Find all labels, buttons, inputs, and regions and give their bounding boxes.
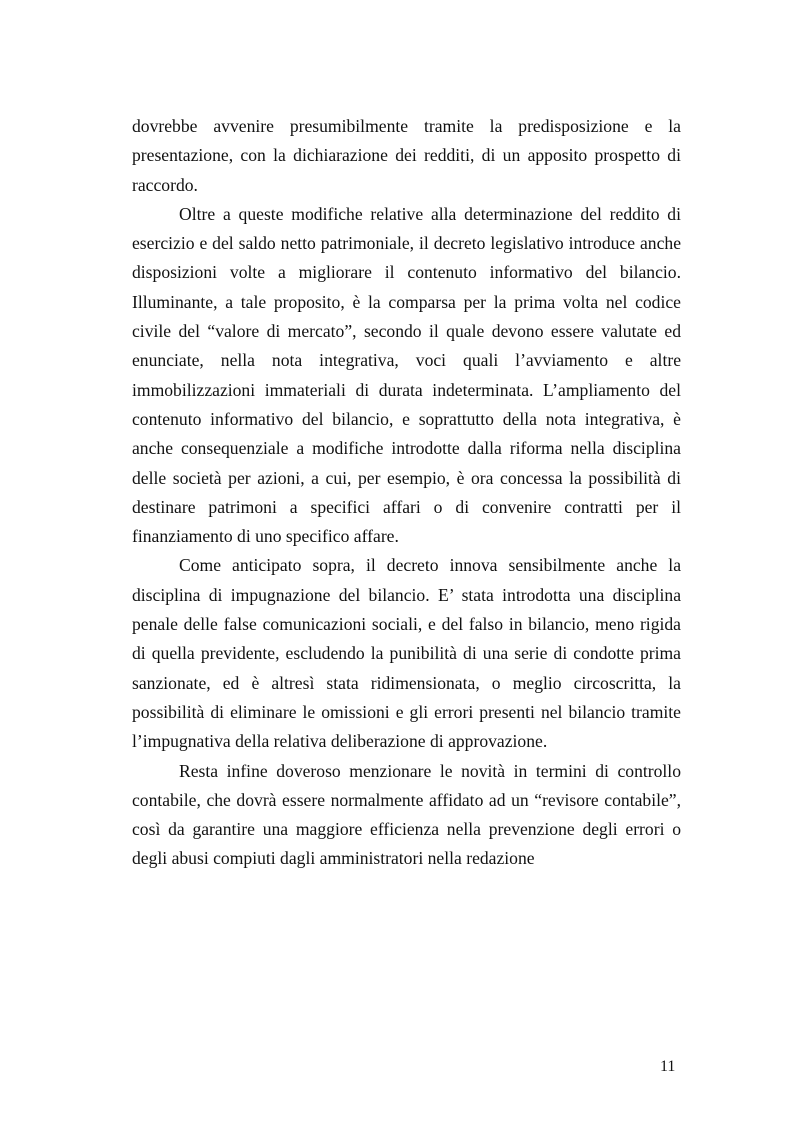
paragraph-modifications: Oltre a queste modifiche relative alla determinazione del reddito di esercizio e del saldo netto patrimoniale, il decreto legislativo introduce anche disposizioni volte a migliorare il contenuto informativo del bilancio. Illuminante, a tale proposito, è la comparsa per la prima volta nel codice civile del “valore di mercato”, secondo il quale devono essere valutate ed enunciate, nella nota integrativa, voci quali l’avviamento e altre immobilizzazioni immateriali di durata indeterminata. L’ampliamento del contenuto informativo del bilancio, e soprattutto della nota integrativa, è anche consequenziale a modifiche introdotte dalla riforma nella disciplina delle società per azioni, a cui, per esempio, è ora concessa la possibilità di destinare patrimoni a specifici affari o di convenire contratti per il finanziamento di uno specifico affare. — [132, 203, 681, 547]
body-text — [132, 112, 681, 874]
paragraph-continuation: dovrebbe avvenire presumibilmente tramite la predisposizione e la presentazione, con la dichiarazione dei redditi, di un apposito prospetto di raccordo. — [132, 116, 681, 195]
page-number: 11 — [660, 1058, 676, 1075]
paragraph-impugnation: Come anticipato sopra, il decreto innova sensibilmente anche la disciplina di impugnazione del bilancio. E’ stata introdotta una disciplina penale delle false comunicazioni sociali, e del falso in bilancio, meno rigida di quella previdente, escludendo la punibilità di una serie di condotte prima sanzionate, ed è altresì stata ridimensionata, o meglio circoscritta, la possibilità di eliminare le omissioni e gli errori presenti nel bilancio tramite l’impugnativa della relativa deliberazione di approvazione. — [132, 555, 681, 752]
paragraph-control: Resta infine doveroso menzionare le novità in termini di controllo contabile, che dovrà essere normalmente affidato ad un “revisore contabile”, così da garantire una maggiore efficienza nella prevenzione degli errori o degli abusi compiuti dagli amministratori nella redazione — [132, 760, 681, 869]
